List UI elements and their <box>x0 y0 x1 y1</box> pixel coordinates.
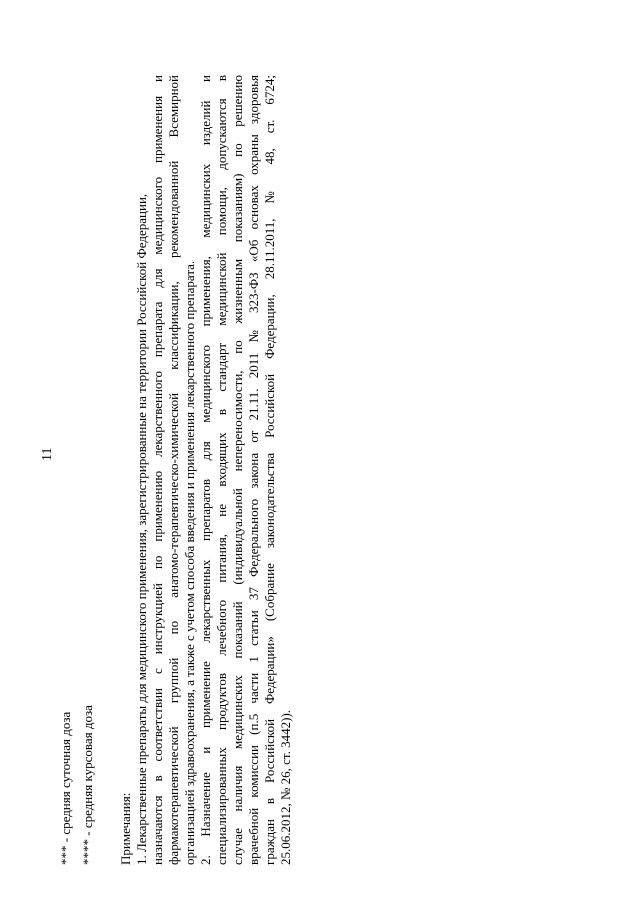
note-line: случае наличия медицинских показаний (индивидуальной непереносимости, по жизненным показаниям) по решению <box>230 75 245 865</box>
notes-title: Примечания: <box>118 792 133 865</box>
note-line: врачебной комиссии (п.5 части 1 статьи 37 Федерального закона от 21.11. 2011 № 323-ФЗ «Об основах охраны здоровья <box>246 75 261 865</box>
note-line: фармакотерапевтической группой по анатомо-терапевтическо-химической классификации, рекомендованной Всемирной <box>166 75 181 865</box>
note-line: назначаются в соответствии с инструкцией по применению лекарственного препарата для медицинского применения и <box>150 75 165 865</box>
note-line: организацией здравоохранения, а также с учетом способа введения и применения лекарственного препарата. <box>182 260 197 865</box>
note-line: специализированных продуктов лечебного питания, не входящих в стандарт медицинской помощи, допускаются в <box>214 75 229 865</box>
legend-course-dose: **** - средняя курсовая доза <box>80 705 95 865</box>
page-number: 11 <box>40 447 55 461</box>
note-line: 25.06.2012, № 26, ст. 3442)). <box>278 709 293 865</box>
note-line: граждан в Российской Федерации» (Собрание законодательства Российской Федерации, 28.11.2011, № 48, ст. 6724; <box>262 75 277 865</box>
note-line: 1. Лекарственные препараты для медицинского применения, зарегистрированные на территории Российской Федерации, <box>134 193 149 865</box>
note-line: 2. Назначение и применение лекарственных препаратов для медицинского применения, медицинских изделий и <box>198 75 213 865</box>
legend-daily-dose: *** - средняя суточная доза <box>58 711 73 865</box>
